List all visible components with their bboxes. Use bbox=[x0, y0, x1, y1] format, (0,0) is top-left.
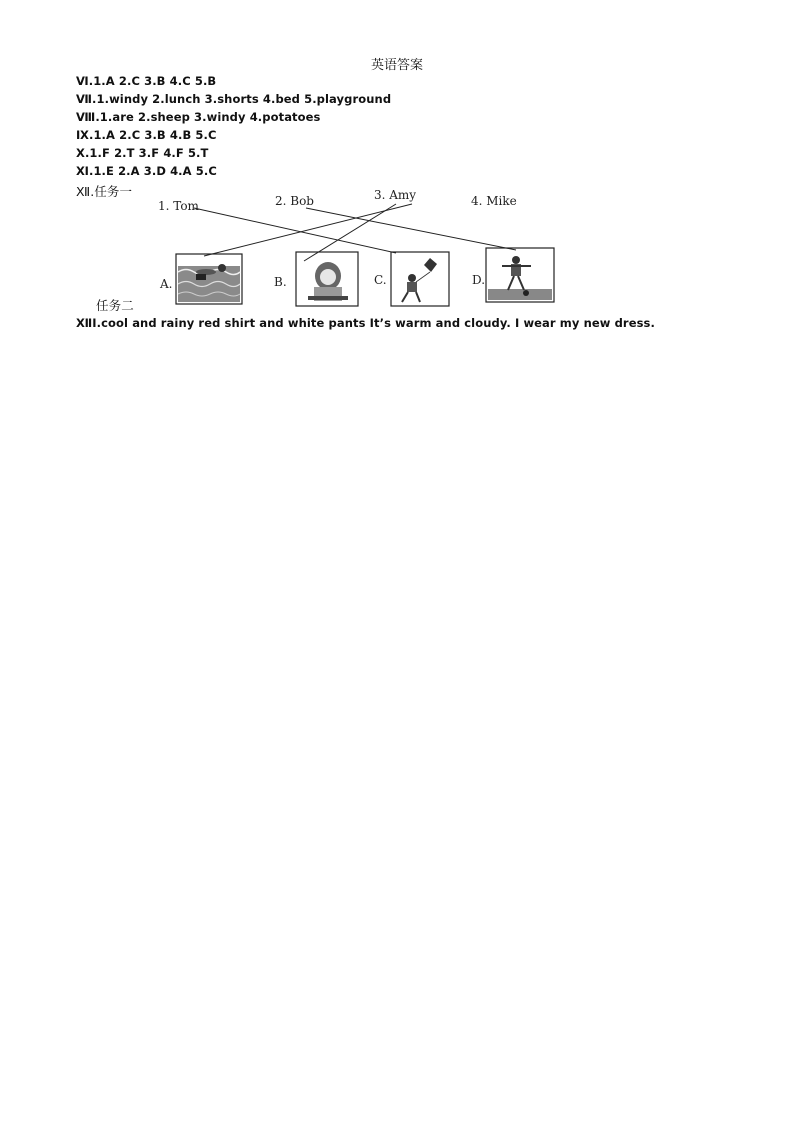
picture-label-b: B. bbox=[274, 275, 287, 289]
answer-line-11: Ⅺ.1.E 2.A 3.D 4.A 5.C bbox=[76, 164, 217, 178]
answer-line-6: Ⅵ.1.A 2.C 3.B 4.C 5.B bbox=[76, 74, 217, 88]
answer-line-8: Ⅷ.1.are 2.sheep 3.windy 4.potatoes bbox=[76, 110, 321, 124]
answer-line-9: Ⅸ.1.A 2.C 3.B 4.B 5.C bbox=[76, 128, 217, 142]
page-title: 英语答案 bbox=[370, 58, 423, 73]
name-tom: 1. Tom bbox=[158, 199, 199, 213]
task-two-heading: 任务二 bbox=[96, 298, 134, 313]
matching-figure bbox=[150, 186, 570, 310]
matching-figure-svg bbox=[150, 186, 570, 310]
match-line-mike-a bbox=[204, 204, 412, 256]
name-amy: 3. Amy bbox=[374, 188, 417, 202]
name-mike: 4. Mike bbox=[471, 194, 517, 208]
name-bob: 2. Bob bbox=[275, 194, 314, 208]
picture-d-football bbox=[486, 248, 554, 302]
match-line-bob-d bbox=[306, 208, 516, 250]
picture-a-swimming bbox=[176, 254, 242, 304]
picture-label-c: C. bbox=[374, 273, 387, 287]
task-one-heading: Ⅻ.任务一 bbox=[76, 184, 133, 199]
picture-label-a: A. bbox=[160, 277, 173, 291]
answer-line-13: ⅫⅠ.cool and rainy red shirt and white pants It’s warm and cloudy. I wear my new dress. bbox=[76, 316, 655, 330]
match-line-tom-c bbox=[194, 208, 396, 253]
picture-c-kite bbox=[391, 252, 449, 306]
answer-line-10: Ⅹ.1.F 2.T 3.F 4.F 5.T bbox=[76, 146, 209, 160]
answer-line-7: Ⅶ.1.windy 2.lunch 3.shorts 4.bed 5.playground bbox=[76, 92, 392, 106]
picture-label-d: D. bbox=[472, 273, 486, 287]
